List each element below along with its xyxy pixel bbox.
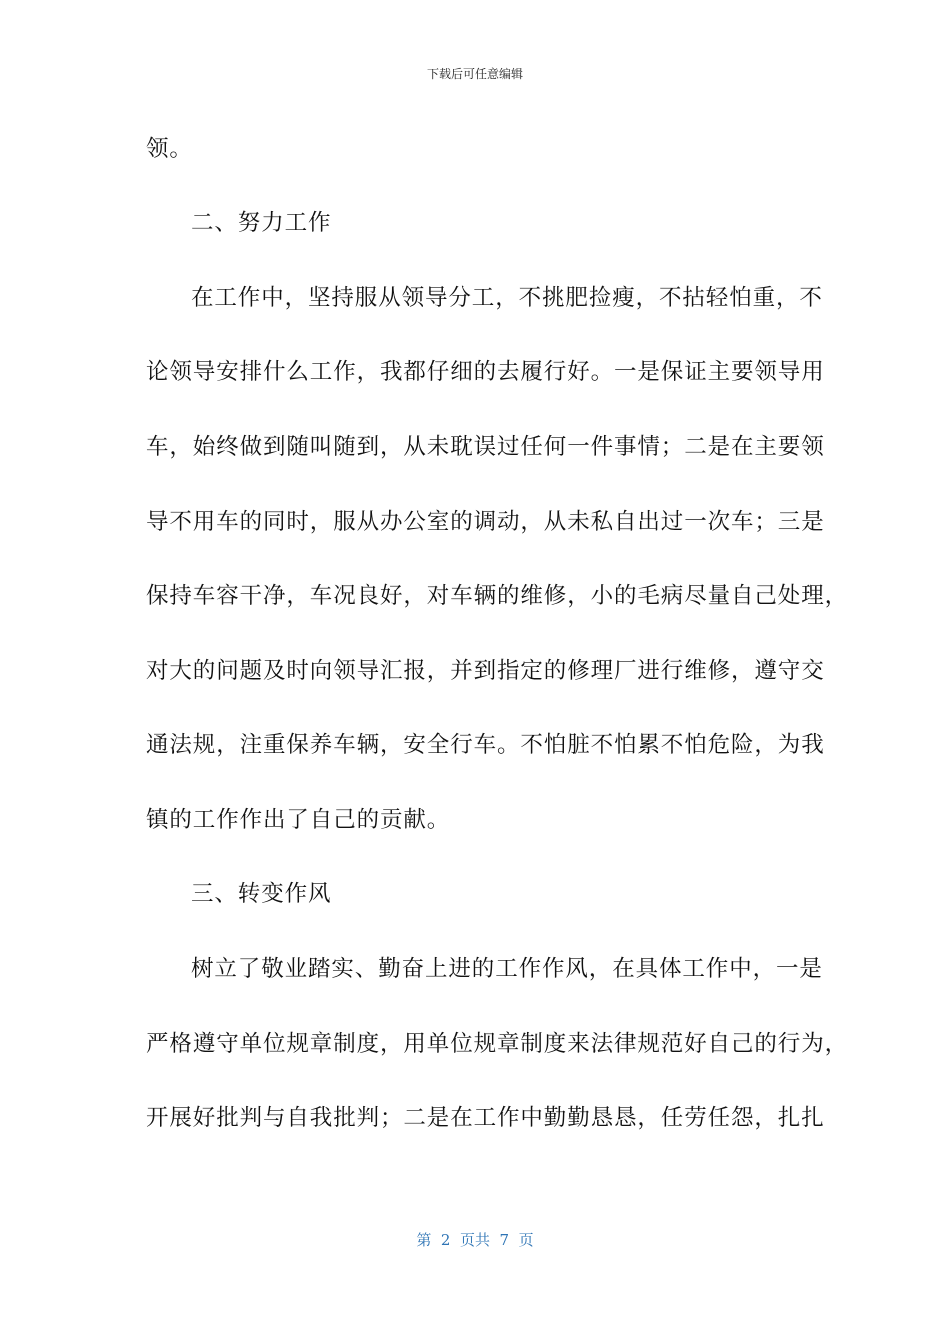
text-line: 论领导安排什么工作，我都仔细的去履行好。一是保证主要领导用 bbox=[146, 359, 825, 385]
text-line: 领。 bbox=[146, 136, 193, 162]
text-line: 树立了敬业踏实、勤奋上进的工作作风，在具体工作中，一是 bbox=[191, 956, 823, 982]
text-line: 通法规，注重保养车辆，安全行车。不怕脏不怕累不怕危险，为我 bbox=[146, 732, 825, 758]
text-line: 保持车容干净，车况良好，对车辆的维修，小的毛病尽量自己处理， bbox=[146, 583, 849, 609]
text-line: 在工作中，坚持服从领导分工，不挑肥捡瘦，不拈轻怕重，不 bbox=[191, 285, 823, 311]
text-line: 导不用车的同时，服从办公室的调动，从未私自出过一次车；三是 bbox=[146, 509, 825, 535]
text-line: 镇的工作作出了自己的贡献。 bbox=[146, 807, 451, 833]
section-heading: 二、努力工作 bbox=[191, 210, 332, 236]
text-line: 开展好批判与自我批判；二是在工作中勤勤恳恳，任劳任怨，扎扎 bbox=[146, 1105, 825, 1131]
page-header: 下载后可任意编辑 bbox=[426, 67, 523, 81]
text-line: 对大的问题及时向领导汇报，并到指定的修理厂进行维修，遵守交 bbox=[146, 658, 825, 684]
page-footer: 第 2 页共 7 页 bbox=[416, 1231, 534, 1249]
section-heading: 三、转变作风 bbox=[191, 881, 332, 907]
text-line: 严格遵守单位规章制度，用单位规章制度来法律规范好自己的行为， bbox=[146, 1031, 849, 1057]
text-line: 车，始终做到随叫随到，从未耽误过任何一件事情；二是在主要领 bbox=[146, 434, 825, 460]
